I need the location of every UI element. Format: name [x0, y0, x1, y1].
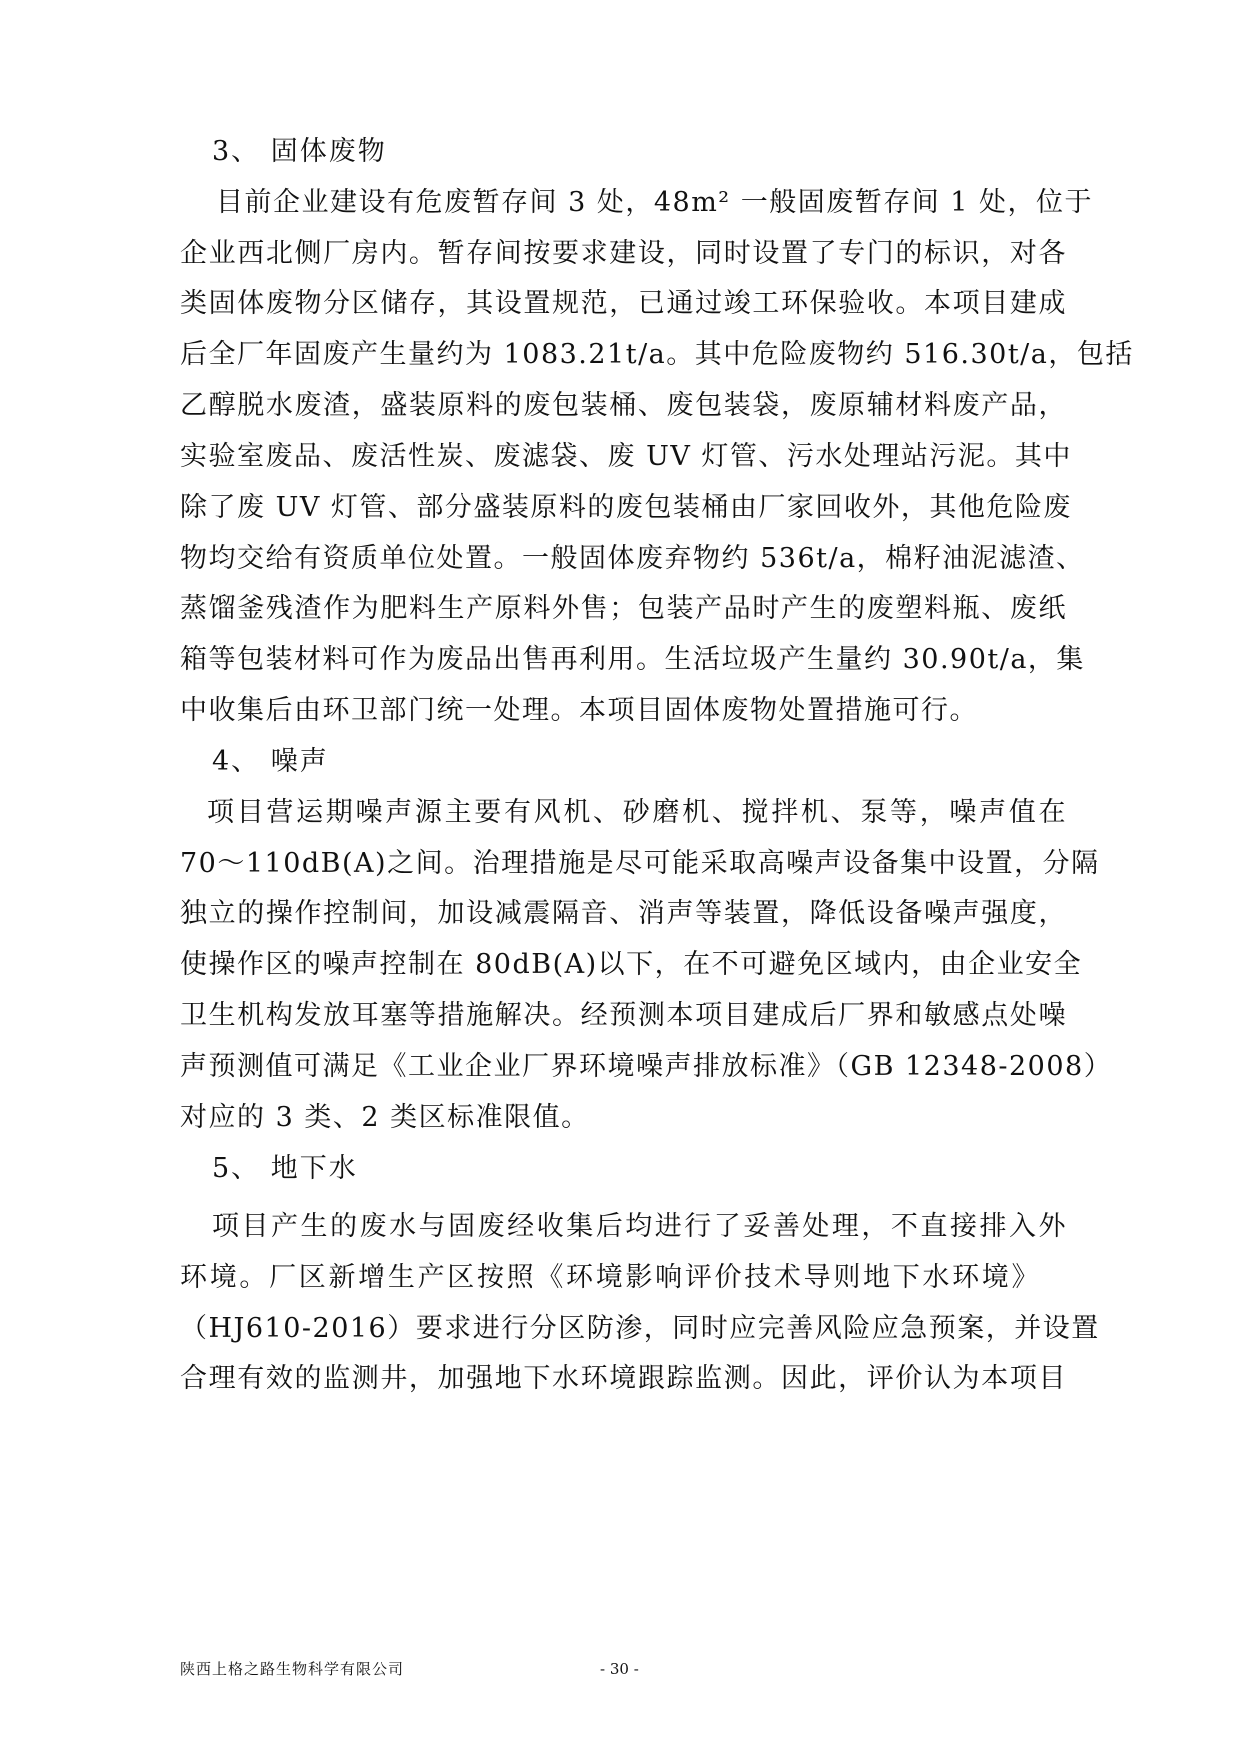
- paragraph-line: 中收集后由环卫部门统一处理。本项目固体废物处置措施可行。: [180, 695, 978, 726]
- paragraph-line: 声预测值可满足《工业企业厂界环境噪声排放标准》（GB 12348-2008）: [180, 1051, 1113, 1082]
- paragraph-line: 独立的操作控制间，加设减震隔音、消声等装置，降低设备噪声强度，: [180, 898, 1067, 929]
- paragraph-line: 环境。厂区新增生产区按照《环境影响评价技术导则地下水环境》: [180, 1262, 1040, 1293]
- paragraph-line: 项目产生的废水与固废经收集后均进行了妥善处理，不直接排入外: [212, 1211, 1067, 1242]
- paragraph-line: 卫生机构发放耳塞等措施解决。经预测本项目建成后厂界和敏感点处噪: [180, 1000, 1067, 1031]
- paragraph-line: 实验室废品、废活性炭、废滤袋、废 UV 灯管、污水处理站污泥。其中: [180, 441, 1072, 472]
- paragraph-line: 合理有效的监测井，加强地下水环境跟踪监测。因此，评价认为本项目: [180, 1363, 1067, 1394]
- paragraph-line: （HJ610-2016）要求进行分区防渗，同时应完善风险应急预案，并设置: [180, 1313, 1100, 1344]
- paragraph-line: 70～110dB(A)之间。治理措施是尽可能采取高噪声设备集中设置，分隔: [180, 848, 1100, 879]
- paragraph-line: 类固体废物分区储存，其设置规范，已通过竣工环保验收。本项目建成: [180, 288, 1067, 319]
- paragraph-line: 乙醇脱水废渣，盛装原料的废包装桶、废包装袋，废原辅材料废产品，: [180, 390, 1067, 421]
- section-heading-groundwater: 5、 地下水: [212, 1153, 358, 1184]
- section-heading-solid-waste: 3、 固体废物: [212, 136, 387, 167]
- paragraph-line: 对应的 3 类、2 类区标准限值。: [180, 1102, 590, 1133]
- section-heading-noise: 4、 噪声: [212, 746, 329, 777]
- paragraph-line: 目前企业建设有危废暂存间 3 处，48m² 一般固废暂存间 1 处，位于: [216, 187, 1094, 218]
- footer-company-name: 陕西上格之路生物科学有限公司: [180, 1660, 405, 1678]
- footer-page-number: - 30 -: [600, 1660, 639, 1678]
- paragraph-line: 蒸馏釜残渣作为肥料生产原料外售；包装产品时产生的废塑料瓶、废纸: [180, 593, 1067, 624]
- paragraph-line: 箱等包装材料可作为废品出售再利用。生活垃圾产生量约 30.90t/a，集: [180, 644, 1085, 675]
- paragraph-line: 使操作区的噪声控制在 80dB(A)以下，在不可避免区域内，由企业安全: [180, 949, 1083, 980]
- paragraph-line: 后全厂年固废产生量约为 1083.21t/a。其中危险废物约 516.30t/a，包括: [180, 339, 1134, 370]
- paragraph-line: 项目营运期噪声源主要有风机、砂磨机、搅拌机、泵等，噪声值在: [207, 797, 1067, 828]
- paragraph-line: 企业西北侧厂房内。暂存间按要求建设，同时设置了专门的标识，对各: [180, 238, 1067, 269]
- paragraph-line: 除了废 UV 灯管、部分盛装原料的废包装桶由厂家回收外，其他危险废: [180, 492, 1072, 523]
- paragraph-line: 物均交给有资质单位处置。一般固体废弃物约 536t/a，棉籽油泥滤渣、: [180, 543, 1085, 574]
